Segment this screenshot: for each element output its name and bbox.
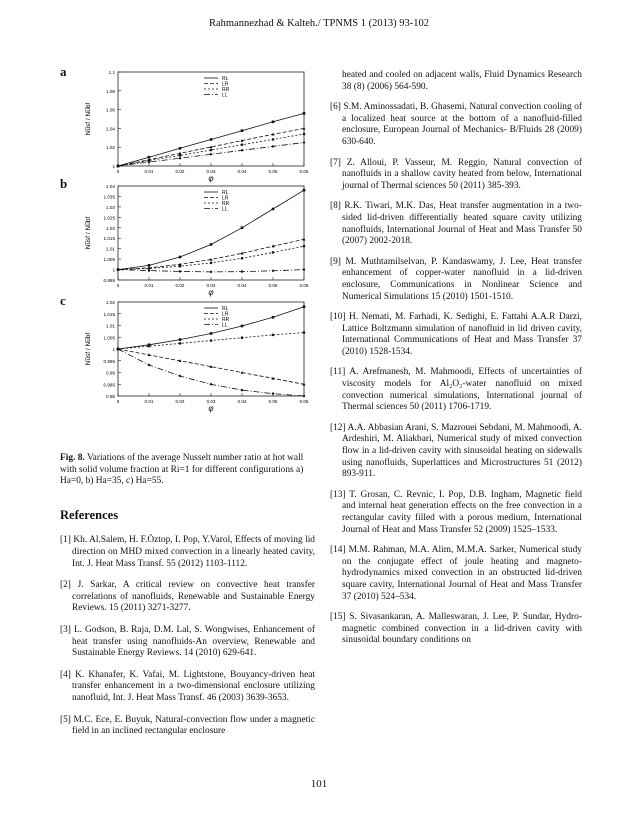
reference-item: [5] M.C. Ece, E. Buyuk, Natural-convection flow under a magnetic field in an inclined rectangular enclosure [60,714,315,737]
data-point-rl [303,305,306,308]
y-tick-label: 1.01 [106,323,115,329]
x-tick-label: 0.04 [237,169,247,174]
data-point-rr [241,143,244,146]
x-tick-label: 0.01 [144,169,154,174]
right-column [330,70,582,656]
x-tick-label: 0.04 [237,399,247,404]
y-tick-label: 1.04 [106,184,115,189]
data-point-rl [272,208,275,211]
x-tick-label: 0.03 [206,283,216,288]
y-tick-label: 1.02 [106,225,115,231]
y-tick-label: 1.03 [106,204,115,210]
legend-label-ll: LL [222,322,228,329]
y-tick-label: 0.98 [106,394,115,399]
data-point-rl [303,112,306,115]
series-line-rl [118,307,304,349]
y-tick-label: 1.06 [106,107,115,113]
data-point-rl [241,226,244,229]
y-tick-label: 0.995 [103,358,115,364]
x-tick-label: 0 [116,399,120,404]
reference-item: [14] M.M. Rahman, M.A. Alim, M.M.A. Sarker, Numerical study on the conjugate effect of joule heating and magneto-hydrodynamics mixed convection in an obstructed lid-driven square cavity, International Journal of Heat and Mass Transfer 37 (2010) 524–534. [330,545,582,602]
data-point-ll [148,363,151,366]
data-point-ll [303,394,306,397]
y-tick-label: 1.08 [106,88,115,94]
y-tick-label: 1.015 [103,311,115,317]
data-point-ll [241,389,244,392]
y-tick-label: 1.005 [103,335,115,341]
data-point-ll [272,392,275,395]
data-point-rr [241,336,244,339]
plot-frame [118,72,304,166]
x-tick-label: 0.02 [175,169,185,174]
series-line-rl [118,190,304,269]
legend-label-ll: LL [222,206,228,213]
data-point-rl [179,338,182,341]
data-point-ll [210,270,213,273]
y-tick-label: 1 [112,347,115,352]
x-tick-label: 0.03 [206,399,216,404]
data-point-ll [303,268,306,271]
data-point-rr [210,262,213,265]
y-tick-label: 1.015 [103,236,115,242]
data-point-rr [303,133,306,136]
y-tick-label: 1.04 [106,126,115,132]
y-axis-label: Nu̅sf / Nu̅bf [85,216,92,250]
data-point-ll [272,145,275,148]
data-point-rr [179,342,182,345]
data-point-rr [272,334,275,337]
reference-item: [9] M. Muthtamilselvan, P. Kandaswamy, J. Lee, Heat transfer enhancement of copper-water nanofluid in a lid-driven enclosure, Communications in Nonlinear Science and Numerical Simulations 15 (2010) 1501-1510. [330,256,582,302]
data-point-rr [303,245,306,248]
x-tick-label: 0.06 [299,399,309,404]
x-tick-label: 0.05 [268,399,278,404]
data-point-ll [210,153,213,156]
legend-label-lr: LR [222,195,229,202]
x-tick-label: 0.06 [299,283,309,288]
data-point-rl [210,332,213,335]
y-axis-label: Nu̅sf / Nu̅bf [85,102,92,136]
x-axis-label: φ [208,174,214,183]
data-point-rl [241,325,244,328]
y-tick-label: 1.01 [106,246,115,252]
data-point-rr [272,138,275,141]
data-point-rr [210,149,213,152]
data-point-rr [179,265,182,268]
data-point-ll [210,383,213,386]
data-point-rl [210,243,213,246]
reference-item: [15] S. Sivasankaran, A. Malleswaran, J. Lee, P. Sundar, Hydro-magnetic combined convection in a lid-driven cavity with sinusoidal boundary conditions on [330,612,582,646]
data-point-rl [179,256,182,259]
data-point-lr [303,238,306,241]
data-point-rr [303,331,306,334]
legend-label-rl: RL [222,75,229,82]
left-column [60,64,315,748]
reference-item: [10] H. Nemati, M. Farhadi, K. Sedighi, E. Fattahi A.A.R Darzi, Lattice Boltzmann simulation of nanofluid in lid driven cavity, International Communications of Heat and Mass Transfer 37 (2010) 1528-1534. [330,312,582,357]
legend-label-rl: RL [222,189,229,196]
data-point-ll [272,269,275,272]
data-point-rr [272,251,275,254]
x-tick-label: 0.06 [299,169,309,174]
left-reference-list [60,535,315,737]
figure-caption [60,453,315,488]
y-tick-label: 1.005 [103,257,115,263]
data-point-ll [179,374,182,377]
page-number: 101 [310,778,328,790]
legend-label-lr: LR [222,311,229,318]
data-point-ll [179,157,182,160]
y-tick-label: 1.02 [106,300,115,305]
data-point-ll [241,149,244,152]
y-tick-label: 0.99 [106,370,115,376]
y-tick-label: 1.035 [103,194,115,200]
x-tick-label: 0.05 [268,283,278,288]
legend-label-rl: RL [222,305,229,312]
panel-label-c: c [60,293,66,308]
y-tick-label: 1 [112,164,115,169]
x-tick-label: 0.01 [144,399,154,404]
data-point-rl [303,189,306,192]
y-tick-label: 1.025 [103,215,115,221]
y-tick-label: 0.985 [103,382,115,388]
x-axis-label: φ [208,404,214,413]
panel-label-a: a [60,64,67,79]
legend-label-ll: LL [222,92,228,99]
reference-item: [11] A. Arefmanesh, M. Mahmoodi, Effects of uncertainties of viscosity models for Al₂O₃-water nanofluid on mixed convection numerical simulations, International journal of Thermal sciences 50 (2011) 1706-1719. [330,367,582,413]
data-point-rl [148,156,151,159]
legend-label-rr: RR [222,200,230,207]
x-tick-label: 0 [116,169,120,174]
x-tick-label: 0 [116,283,120,288]
y-tick-label: 1.1 [108,70,115,75]
y-tick-label: 0.995 [103,278,115,283]
x-tick-label: 0.02 [175,283,185,288]
data-point-ll [179,270,182,273]
reference-item: [2] J. Sarkar, A critical review on convective heat transfer correlations of nanofluids, Renewable and Sustainable Energy Reviews. 15 (2011) 3271-3277. [60,580,315,614]
data-point-rl [272,316,275,319]
legend-label-lr: LR [222,81,229,88]
reference-item: [3] L. Godson, B. Raja, D.M. Lal, S. Wongwises, Enhancement of heat transfer using nanofluids-An overview, Renewable and Sustainable Energy Reviews. 14 (2010) 629-641. [60,624,315,659]
y-axis-label: Nu̅sf / Nu̅bf [85,332,92,366]
y-tick-label: 1 [112,267,115,273]
reference-item: [8] R.K. Tiwari, M.K. Das, Heat transfer augmentation in a two-sided lid-driven differentially heated square cavity utilizing nanofluids, International Journal of Heat and Mass Transfer 50 (2007) 2002-2018. [330,201,582,247]
y-tick-label: 1.02 [106,145,115,151]
x-tick-label: 0.01 [144,283,154,288]
data-point-ll [303,141,306,144]
reference-continuation: heated and cooled on adjacent walls, Fluid Dynamics Research 38 (8) (2006) 564-590. [342,70,582,92]
data-point-rl [210,138,213,141]
x-tick-label: 0.05 [268,169,278,174]
series-line-ll [118,349,304,396]
chart-panel-a [76,66,314,184]
legend-label-rr: RR [222,86,230,93]
running-header: Rahmannezhad & Kalteh./ TPNMS 1 (2013) 93-102 [209,18,429,29]
reference-item: [12] A.A. Abbasian Arani, S. Mazrouei Sebdani, M. Mahmoodi, A. Ardeshiri, M. Aliakbari, Numerical study of mixed convection flow in a lid-driven cavity with sinusoidal heating on sidewalls using nanofluids, Superlattices and Microstructures 51 (2012) 893-911. [330,422,582,480]
x-tick-label: 0.02 [175,399,185,404]
reference-item: [7] Z. Alloui, P. Vasseur, M. Reggio, Natural convection of nanofluids in a shallow cavity heated from below, International journal of Thermal sciences 50 (2011) 385-393. [330,157,582,191]
reference-item: [6] S.M. Aminossadati, B. Ghasemi, Natural convection cooling of a localized heat source at the bottom of a nanofluid-filled enclosure, European Journal of Mechanics- B/Fluids 28 (2009) 630-640. [330,102,582,147]
x-tick-label: 0.04 [237,283,247,288]
chart-panel-c [76,296,314,414]
data-point-rr [210,339,213,342]
reference-item: [1] Kh. Al.Salem, H. F.Öztop, I. Pop, Y.Varol, Effects of moving lid direction on MHD mixed convection in a linearly heated cavity, Int. J. Heat Mass Transf. 55 (2012) 1103-1112. [60,535,315,569]
reference-item: [4] K. Khanafer, K. Vafai, M. Lightstone, Bouyancy-driven heat transfer enhancement in a two-dimensional enclosure utilizing nanofluid, Int. J. Heat Mass Transf. 46 (2003) 3639-3653. [60,669,315,703]
data-point-rr [179,154,182,157]
data-point-ll [148,269,151,272]
panel-label-b: b [60,176,68,191]
data-point-rl [241,129,244,132]
data-point-rl [179,147,182,150]
data-point-rl [272,121,275,124]
caption-label: Fig. 8. [60,453,85,463]
data-point-ll [241,270,244,273]
x-tick-label: 0.03 [206,169,216,174]
data-point-rr [148,345,151,348]
references-heading: References [60,507,119,522]
data-point-rr [241,257,244,260]
reference-item: [13] T. Grosan, C. Revnic, I. Pop, D.B. Ingham, Magnetic field and internal heat generation effects on the free convection in a rectangular cavity filled with a porous medium, International Journal of Heat and Mass Transfer 52 (2009) 1525–1533. [330,489,582,535]
figure-8 [60,64,315,449]
x-axis-label: φ [208,288,214,297]
caption-text: Variations of the average Nusselt number ratio at hot wall with solid volume fraction at Ri=1 for different configurations a) Ha=0, b) Ha=35, c) Ha=55. [60,453,304,487]
legend-label-rr: RR [222,316,230,323]
chart-panel-b [76,180,314,298]
